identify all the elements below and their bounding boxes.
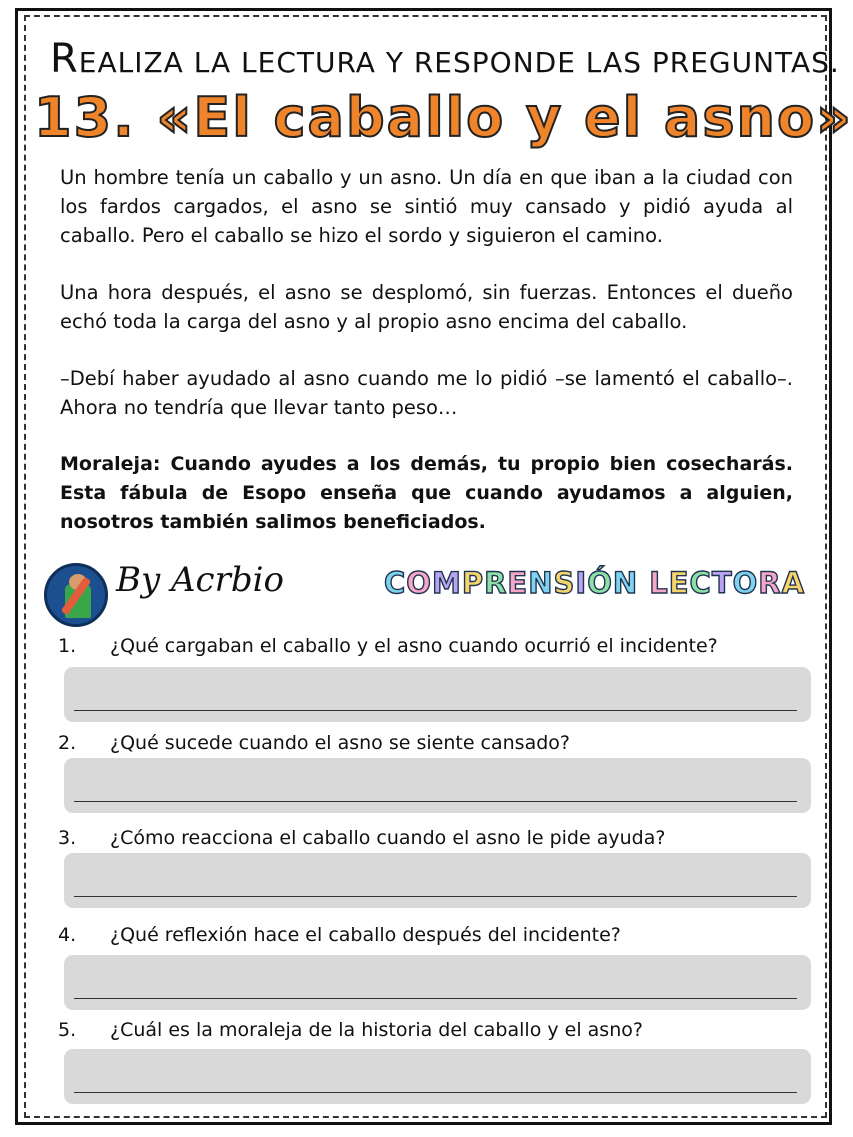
question-number: 2. [58,732,77,754]
answer-line [74,1092,797,1093]
author-logo [44,563,108,627]
answer-line [74,998,797,999]
answer-box-4[interactable] [64,955,811,1010]
banner-letter: R [484,566,508,600]
banner-letter: C [384,566,407,600]
answer-line [74,710,797,711]
banner-letter: M [431,566,462,600]
question-3 [58,827,665,849]
banner-letter: T [711,566,733,600]
banner-letter: R [758,566,782,600]
banner-letter [638,566,649,600]
banner-letter: E [507,566,529,600]
question-number: 5. [58,1019,77,1041]
banner-letter: C [689,566,712,600]
question-text: ¿Qué sucede cuando el asno se siente cansado? [110,732,570,754]
answer-line [74,801,797,802]
answer-box-5[interactable] [64,1049,811,1104]
banner-letter: I [575,566,588,600]
question-number: 1. [58,635,77,657]
banner-letter: Ó [587,566,613,600]
question-5 [58,1019,643,1041]
banner-letter: O [732,566,759,600]
banner-letter: N [612,566,639,600]
question-text: ¿Cuál es la moraleja de la historia del caballo y el asno? [110,1019,643,1041]
answer-box-3[interactable] [64,853,811,908]
banner-letter: P [461,566,485,600]
question-number: 3. [58,827,77,849]
story-paragraph: Un hombre tenía un caballo y un asno. Un día en que iban a la ciudad con los fardos cargados, el asno se sintió muy cansado y pidió ayuda al caballo. Pero el caballo se hizo el sordo y siguieron el camino. [60,166,793,247]
question-text: ¿Qué reflexión hace el caballo después del incidente? [110,924,621,946]
answer-box-2[interactable] [64,758,811,813]
instruction-initial: R [50,36,79,82]
answer-box-1[interactable] [64,667,811,722]
story-title: 13. «El caballo y el asno» [34,86,853,149]
question-text: ¿Cómo reacciona el caballo cuando el asno le pide ayuda? [110,827,666,849]
story-body [60,163,793,565]
moral-text: Moraleja: Cuando ayudes a los demás, tu propio bien cosecharás. Esta fábula de Esopo enseña que cuando ayudamos a alguien, nosotros también salimos beneficiados. [60,453,793,533]
question-number: 4. [58,924,77,946]
banner-letter: L [649,566,669,600]
banner-letter: S [553,566,576,600]
instruction-text: EALIZA LA LECTURA Y RESPONDE LAS PREGUNTAS. [78,46,840,79]
question-1 [58,635,718,657]
author-byline: By Acrbio [116,560,284,600]
answer-line [74,896,797,897]
story-paragraph: –Debí haber ayudado al asno cuando me lo pidió –se lamentó el caballo–. Ahora no tendría que llevar tanto peso… [60,367,793,419]
instruction-heading [50,36,840,82]
story-paragraph: Una hora después, el asno se desplomó, sin fuerzas. Entonces el dueño echó toda la carga del asno y al propio asno encima del caballo. [60,281,793,333]
banner-letter: N [528,566,554,600]
question-text: ¿Qué cargaban el caballo y el asno cuando ocurrió el incidente? [110,635,718,657]
banner-letter: A [781,566,806,600]
banner-letter: O [406,566,432,600]
question-4 [58,924,621,946]
banner-letter: E [668,566,690,600]
question-2 [58,732,570,754]
comprension-lectora-banner [384,566,805,600]
